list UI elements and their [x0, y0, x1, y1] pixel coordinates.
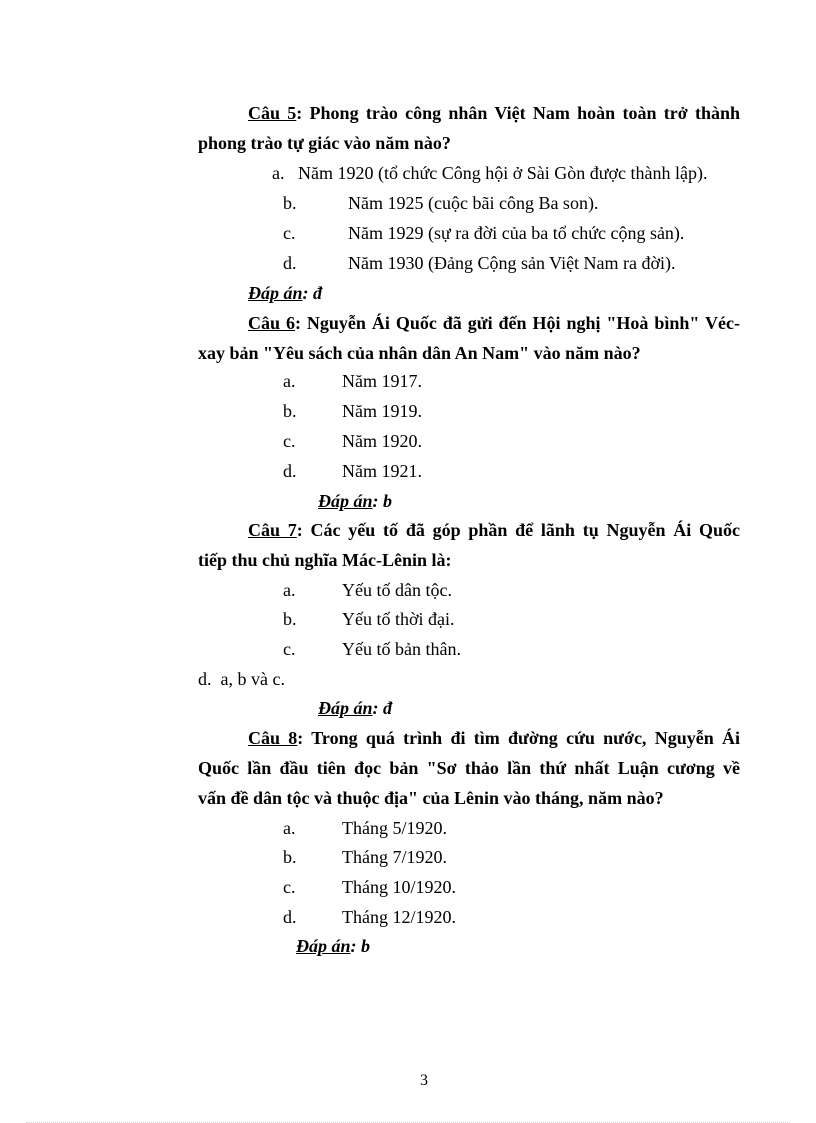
- q7-option-a-text: Yếu tố dân tộc.: [342, 580, 452, 600]
- q6-option-d-text: Năm 1921.: [342, 461, 422, 481]
- question-7-text-1: Các yếu tố đã góp phần để lãnh tụ Nguyễn Ái Quốc: [310, 520, 741, 540]
- q5-option-d-text: Năm 1930 (Đảng Cộng sản Việt Nam ra đời).: [348, 253, 676, 273]
- q6-answer-value: b: [383, 491, 393, 511]
- q7-answer-value: đ: [383, 698, 393, 718]
- q7-option-a-letter: a.: [283, 580, 296, 600]
- question-8-text-1: Trong quá trình đi tìm đường cứu nước, Nguyễn Ái: [311, 728, 740, 748]
- q6-option-b-letter: b.: [283, 401, 297, 421]
- q8-option-d-text: Tháng 12/1920.: [342, 907, 456, 927]
- q5-option-a-text: Năm 1920 (tổ chức Công hội ở Sài Gòn được thành lập).: [298, 163, 708, 183]
- q8-option-c-letter: c.: [283, 877, 296, 897]
- q6-option-a-text: Năm 1917.: [342, 371, 422, 391]
- q6-option-c-letter: c.: [283, 431, 296, 451]
- q8-option-b-letter: b.: [283, 847, 297, 867]
- q5-option-b-text: Năm 1925 (cuộc bãi công Ba son).: [348, 193, 599, 213]
- q5-option-a-letter: a.: [272, 163, 285, 183]
- q6-option-d-letter: d.: [283, 461, 297, 481]
- page-number: 3: [420, 1072, 428, 1089]
- q6-option-c-text: Năm 1920.: [342, 431, 422, 451]
- question-7-text-2: tiếp thu chủ nghĩa Mác-Lênin là:: [198, 550, 452, 570]
- q8-answer-value: b: [361, 936, 371, 956]
- q6-answer-label: Đáp án: [318, 491, 373, 511]
- q6-option-b-text: Năm 1919.: [342, 401, 422, 421]
- q7-answer-label: Đáp án: [318, 698, 373, 718]
- q5-option-c-letter: c.: [283, 223, 296, 243]
- q8-answer-label: Đáp án: [296, 936, 351, 956]
- q7-option-b-letter: b.: [283, 609, 297, 629]
- question-7-label: Câu 7: [248, 520, 297, 540]
- q7-option-d: [198, 668, 285, 690]
- q7-option-c-letter: c.: [283, 639, 296, 659]
- question-5-text-2: phong trào tự giác vào năm nào?: [198, 133, 451, 153]
- question-7-line-1: Câu 7: Các yếu tố đã góp phần để lãnh tụ Nguyễn Ái Quốc: [248, 520, 741, 540]
- q5-answer: Đáp án: đ: [248, 283, 323, 303]
- q5-option-d-letter: d.: [283, 253, 297, 273]
- q8-option-d-letter: d.: [283, 907, 297, 927]
- question-8-line-1: Câu 8: Trong quá trình đi tìm đường cứu nước, Nguyễn Ái: [248, 728, 740, 748]
- q8-option-a-text: Tháng 5/1920.: [342, 818, 447, 838]
- q7-option-c-text: Yếu tố bản thân.: [342, 639, 461, 659]
- q7-option-d-letter: d.: [198, 669, 212, 689]
- question-5-text-1: Phong trào công nhân Việt Nam hoàn toàn trở thành: [309, 103, 740, 123]
- question-5-line-1: Câu 5: Phong trào công nhân Việt Nam hoàn toàn trở thành: [248, 103, 740, 123]
- question-6-text-1: Nguyễn Ái Quốc đã gửi đến Hội nghị "Hoà bình" Véc-: [306, 313, 740, 333]
- q7-answer: Đáp án: đ: [318, 698, 393, 718]
- q5-option-b-letter: b.: [283, 193, 297, 213]
- q8-answer: Đáp án: b: [296, 936, 371, 956]
- question-6-line-1: Câu 6: Nguyễn Ái Quốc đã gửi đến Hội nghị "Hoà bình" Véc-: [248, 313, 740, 333]
- question-8-text-2: Quốc lần đầu tiên đọc bản "Sơ thảo lần thứ nhất Luận cương về: [198, 758, 740, 778]
- question-5-label: Câu 5: [248, 103, 297, 123]
- q8-option-a-letter: a.: [283, 818, 296, 838]
- q5-option-a: [272, 162, 707, 184]
- q7-option-d-text: a, b và c.: [220, 669, 285, 689]
- question-8-text-3: vấn đề dân tộc và thuộc địa" của Lênin vào tháng, năm nào?: [198, 788, 664, 808]
- q6-answer: Đáp án: b: [318, 491, 393, 511]
- q6-option-a-letter: a.: [283, 371, 296, 391]
- q5-answer-value: đ: [313, 283, 323, 303]
- q7-option-b-text: Yếu tố thời đại.: [342, 609, 455, 629]
- q8-option-b-text: Tháng 7/1920.: [342, 847, 447, 867]
- question-6-label: Câu 6: [248, 313, 295, 333]
- question-6-text-2: xay bản "Yêu sách của nhân dân An Nam" vào năm nào?: [198, 343, 641, 363]
- q5-answer-label: Đáp án: [248, 283, 303, 303]
- q5-option-c-text: Năm 1929 (sự ra đời của ba tổ chức cộng sản).: [348, 223, 685, 243]
- question-8-label: Câu 8: [248, 728, 298, 748]
- q8-option-c-text: Tháng 10/1920.: [342, 877, 456, 897]
